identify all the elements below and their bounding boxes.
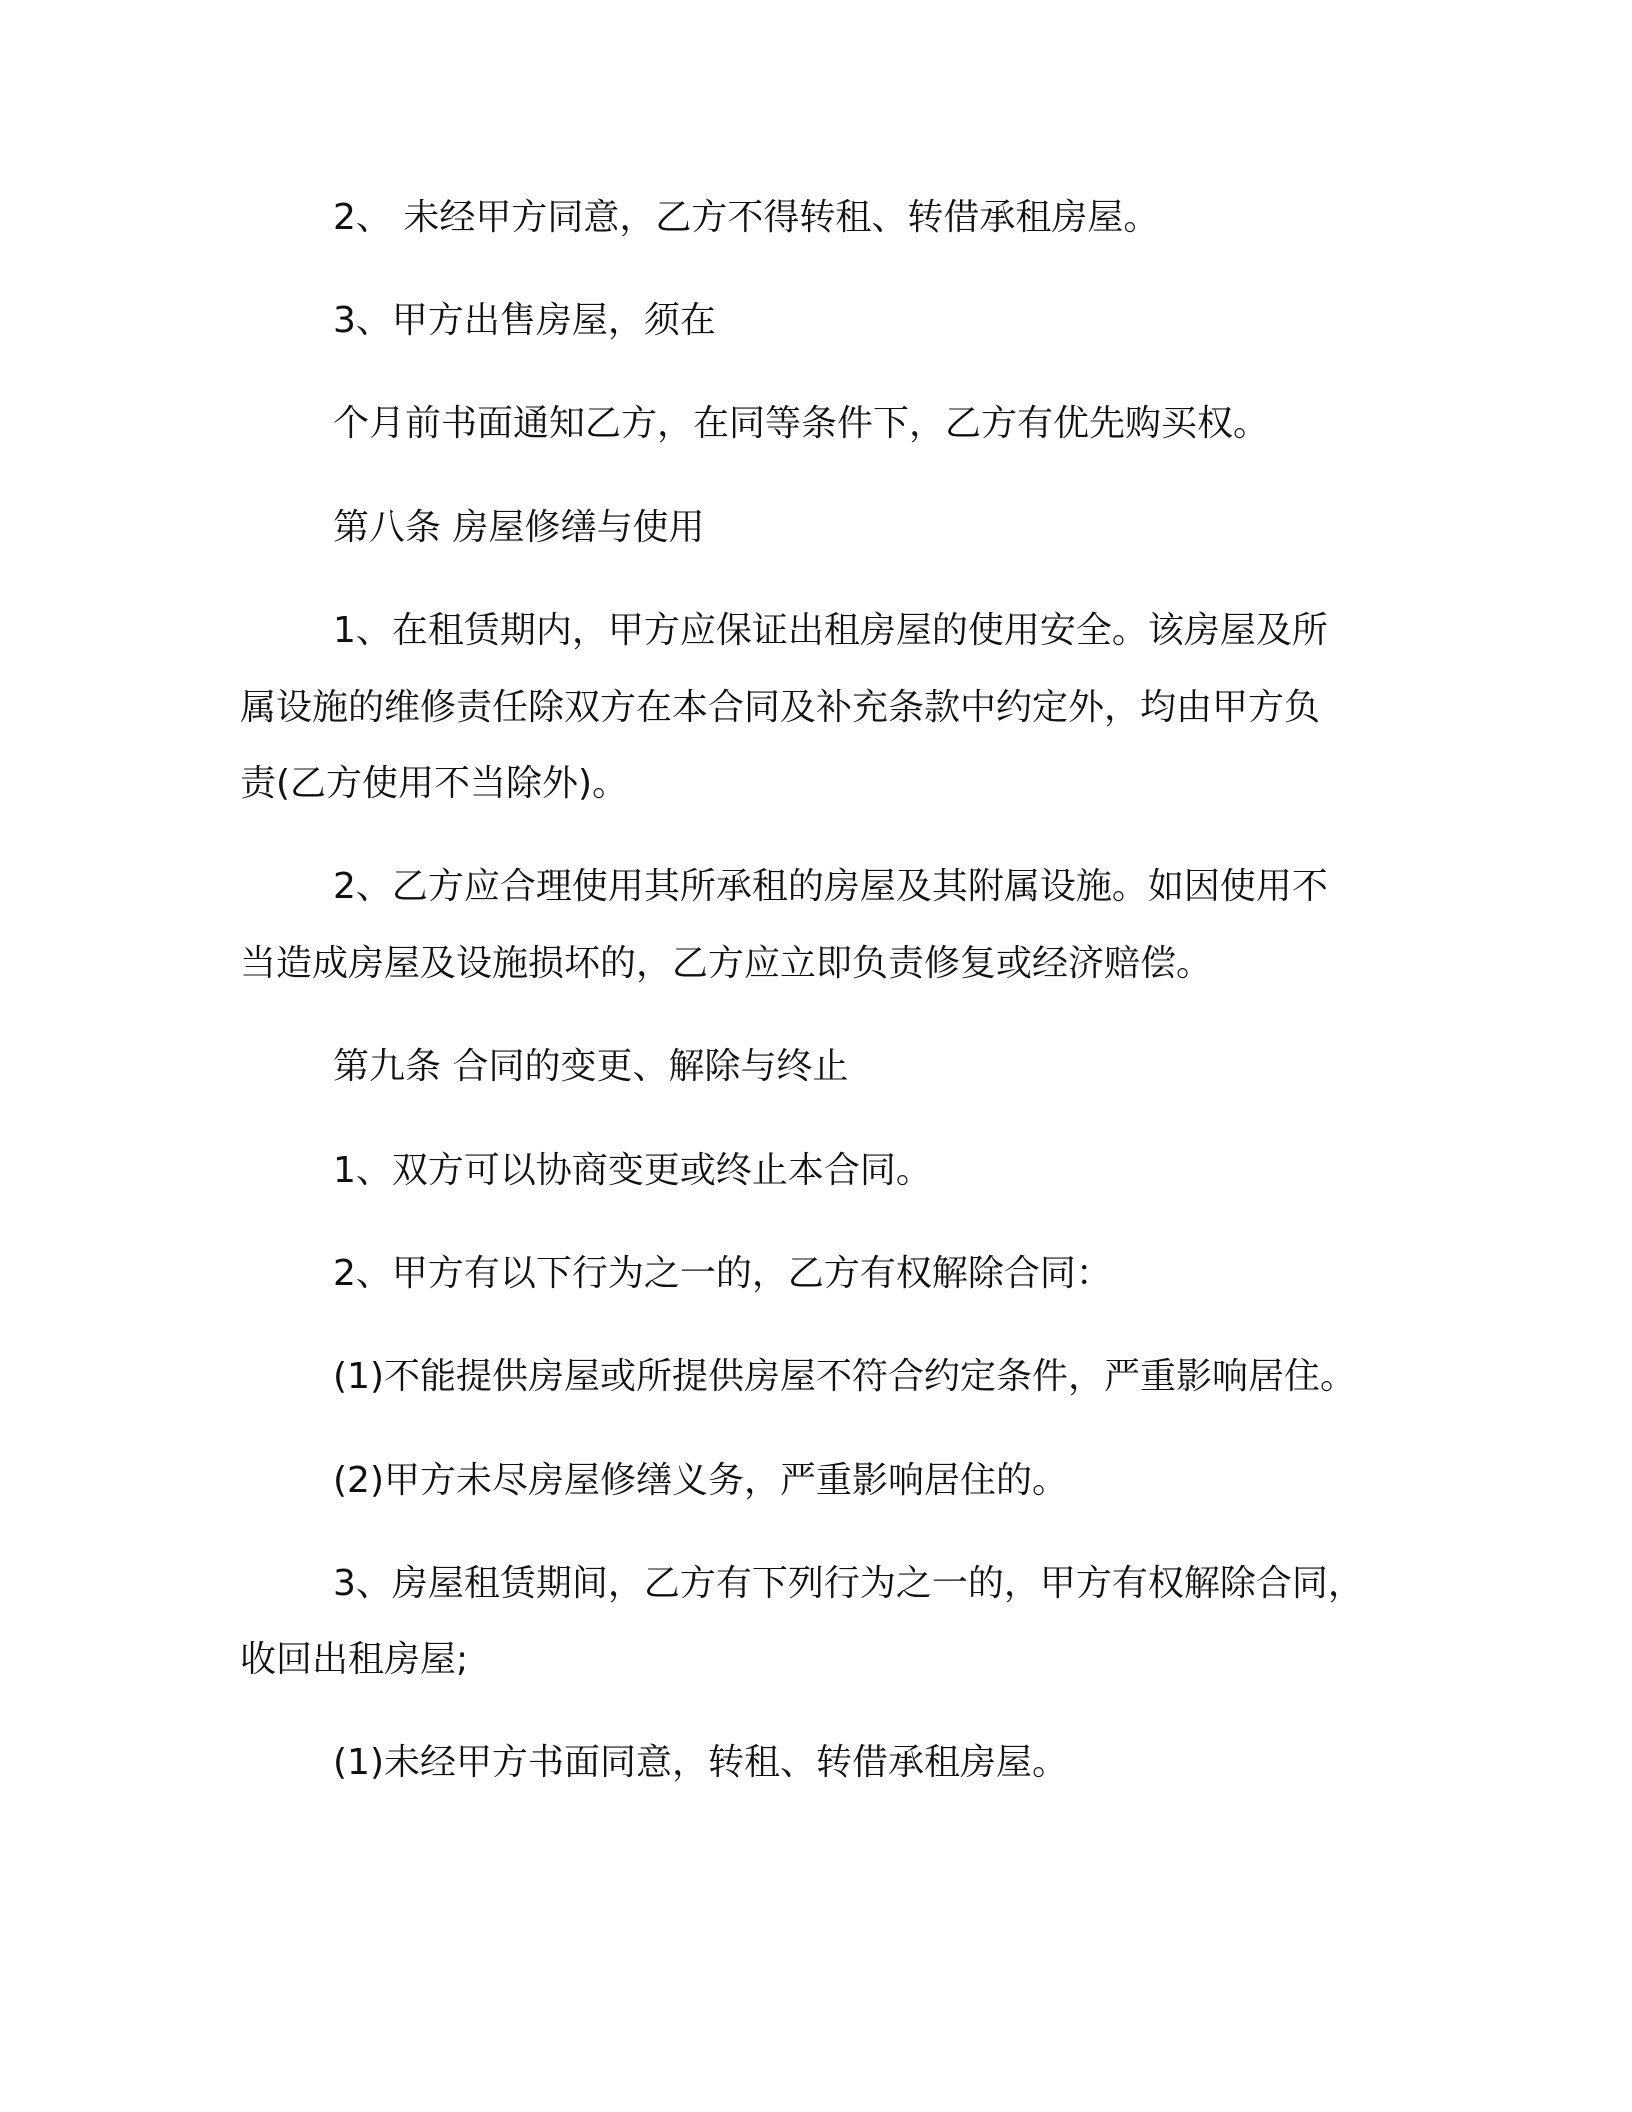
clause-8-item-1: 1、在租赁期内，甲方应保证出租房屋的使用安全。该房屋及所 [333, 610, 1328, 651]
clause-9-item-3-sub-1: (1)未经甲方书面同意，转租、转借承租房屋。 [333, 1742, 1068, 1783]
clause-7-item-3: 3、甲方出售房屋，须在 [333, 300, 716, 341]
clause-7-item-2: 2、 未经甲方同意，乙方不得转租、转借承租房屋。 [333, 197, 1160, 238]
clause-8-item-2: 2、乙方应合理使用其所承租的房屋及其附属设施。如因使用不 [333, 866, 1328, 907]
article-8-heading: 第八条 房屋修缮与使用 [333, 507, 705, 548]
clause-9-item-3-cont: 收回出租房屋; [240, 1639, 469, 1680]
clause-9-item-1: 1、双方可以协商变更或终止本合同。 [333, 1150, 932, 1191]
clause-8-item-1-end: 责(乙方使用不当除外)。 [240, 763, 629, 804]
clause-9-item-2: 2、甲方有以下行为之一的，乙方有权解除合同： [333, 1253, 1112, 1294]
clause-8-item-2-cont: 当造成房屋及设施损坏的，乙方应立即负责修复或经济赔偿。 [240, 943, 1213, 984]
clause-7-item-3-cont: 个月前书面通知乙方，在同等条件下，乙方有优先购买权。 [333, 403, 1270, 444]
clause-9-item-2-sub-1: (1)不能提供房屋或所提供房屋不符合约定条件，严重影响居住。 [333, 1356, 1356, 1397]
clause-8-item-1-cont: 属设施的维修责任除双方在本合同及补充条款中约定外，均由甲方负 [240, 687, 1321, 728]
clause-9-item-2-sub-2: (2)甲方未尽房屋修缮义务，严重影响居住的。 [333, 1460, 1068, 1501]
clause-9-item-3: 3、房屋租赁期间，乙方有下列行为之一的，甲方有权解除合同， [333, 1563, 1364, 1604]
article-9-heading: 第九条 合同的变更、解除与终止 [333, 1046, 849, 1087]
